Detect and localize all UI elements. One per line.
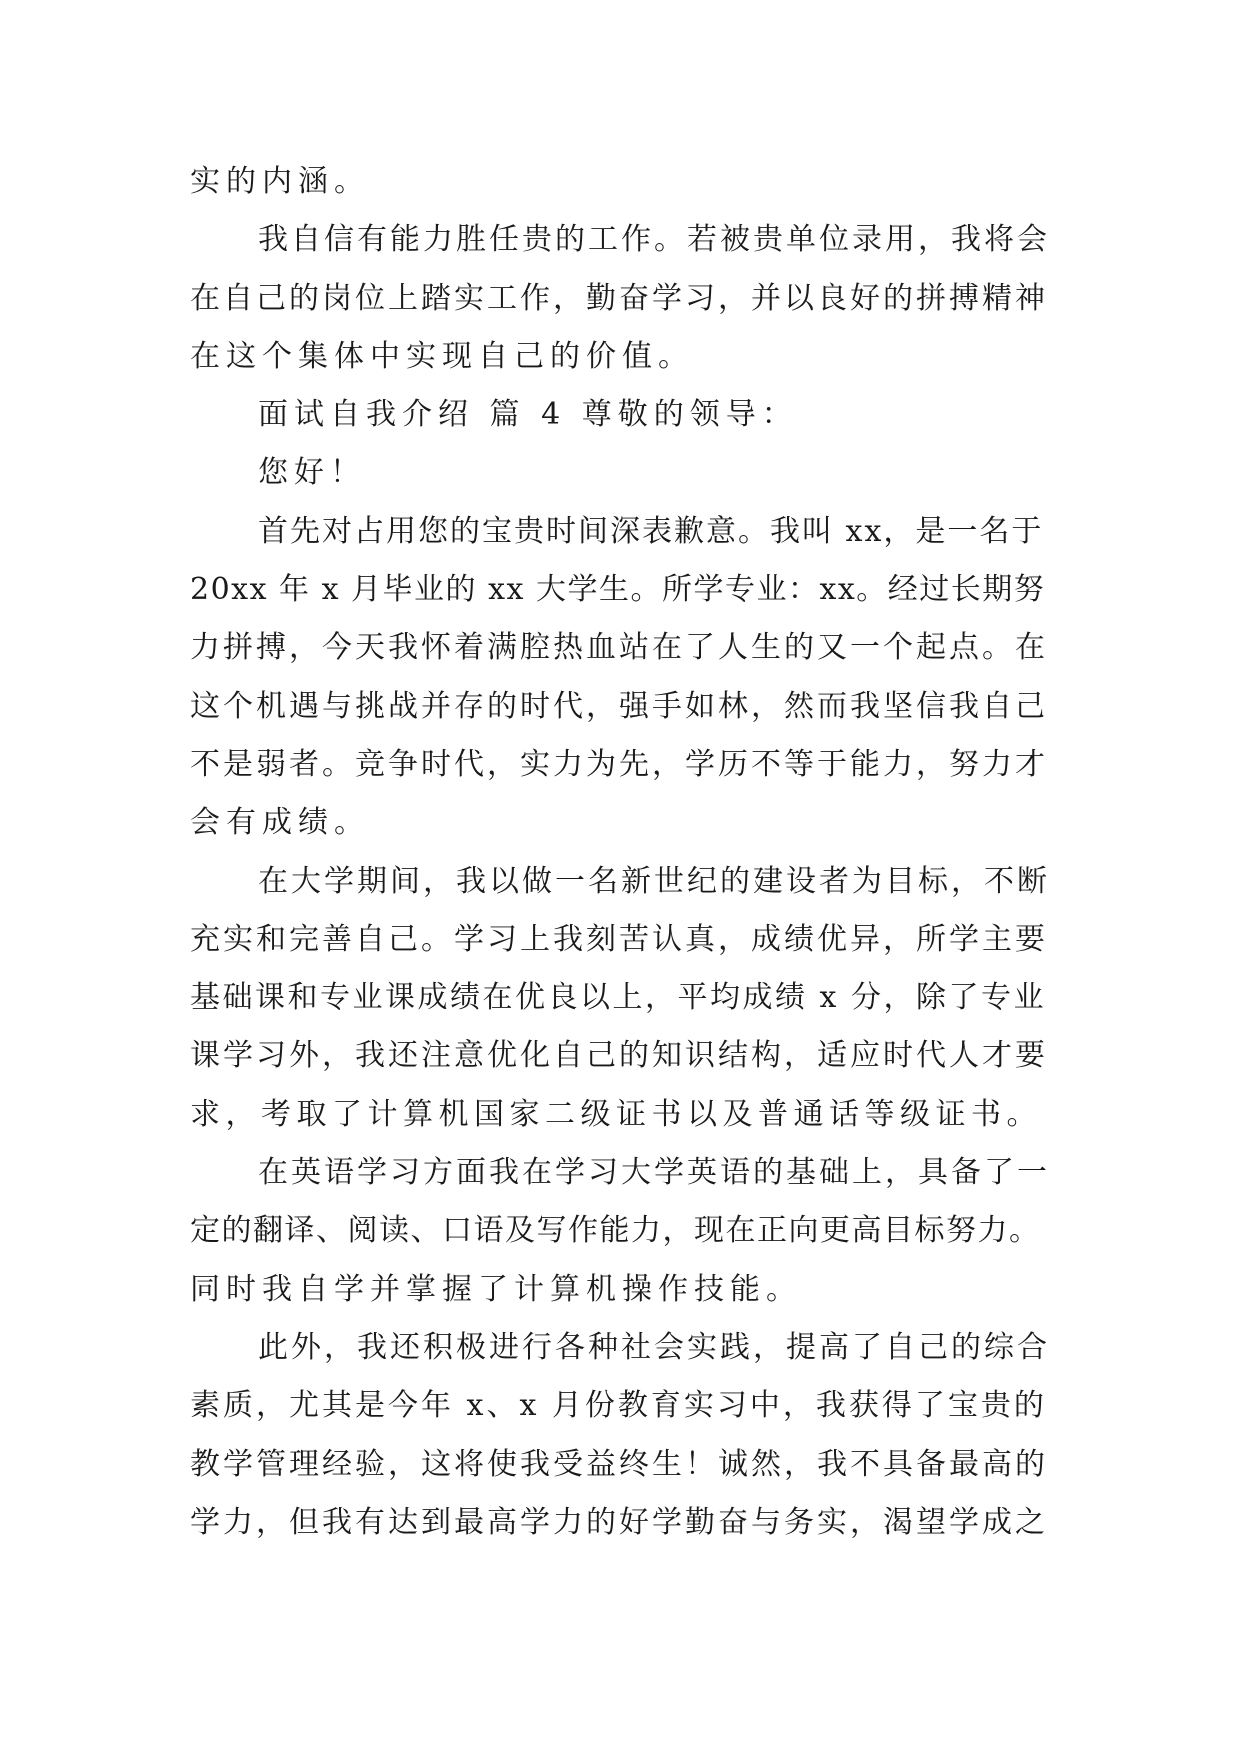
text-line: 面试自我介绍 篇 4 尊敬的领导： bbox=[258, 397, 798, 433]
text-line: 20xx 年 x 月毕业的 xx 大学生。所学专业：xx。经过长期努 bbox=[190, 572, 1046, 608]
text-line: 力拼搏，今天我怀着满腔热血站在了人生的又一个起点。在 bbox=[190, 630, 1048, 666]
text-line: 在大学期间，我以做一名新世纪的建设者为目标，不断 bbox=[258, 863, 1050, 899]
text-line: 求，考取了计算机国家二级证书以及普通话等级证书。 bbox=[190, 1096, 1042, 1132]
text-line: 在英语学习方面我在学习大学英语的基础上，具备了一 bbox=[258, 1155, 1050, 1191]
text-line: 基础课和专业课成绩在优良以上，平均成绩 x 分，除了专业 bbox=[190, 980, 1046, 1016]
text-line: 不是弱者。竞争时代，实力为先，学历不等于能力，努力才 bbox=[190, 746, 1048, 782]
text-line: 在这个集体中实现自己的价值。 bbox=[190, 338, 694, 374]
text-line: 充实和完善自己。学习上我刻苦认真，成绩优异，所学主要 bbox=[190, 921, 1048, 957]
text-line: 此外，我还积极进行各种社会实践，提高了自己的综合 bbox=[258, 1329, 1050, 1365]
text-line: 素质，尤其是今年 x、x 月份教育实习中，我获得了宝贵的 bbox=[190, 1388, 1047, 1424]
text-line: 会有成绩。 bbox=[190, 805, 370, 841]
text-line: 教学管理经验，这将使我受益终生！诚然，我不具备最高的 bbox=[190, 1446, 1048, 1482]
text-line: 课学习外，我还注意优化自己的知识结构，适应时代人才要 bbox=[190, 1038, 1048, 1074]
text-line: 实的内涵。 bbox=[190, 164, 370, 199]
document-body bbox=[190, 153, 1050, 1552]
text-line: 定的翻译、阅读、口语及写作能力，现在正向更高目标努力。 bbox=[190, 1213, 1041, 1249]
text-line: 学力，但我有达到最高学力的好学勤奋与务实，渴望学成之 bbox=[190, 1504, 1048, 1540]
text-line: 这个机遇与挑战并存的时代，强手如林，然而我坚信我自己 bbox=[190, 688, 1048, 724]
text-line: 在自己的岗位上踏实工作，勤奋学习，并以良好的拼搏精神 bbox=[190, 280, 1048, 316]
text-line: 首先对占用您的宝贵时间深表歉意。我叫 xx，是一名于 bbox=[258, 513, 1044, 549]
text-line: 同时我自学并掌握了计算机操作技能。 bbox=[190, 1271, 802, 1307]
text-line: 我自信有能力胜任贵的工作。若被贵单位录用，我将会 bbox=[258, 222, 1050, 258]
text-line: 您好！ bbox=[258, 455, 366, 491]
